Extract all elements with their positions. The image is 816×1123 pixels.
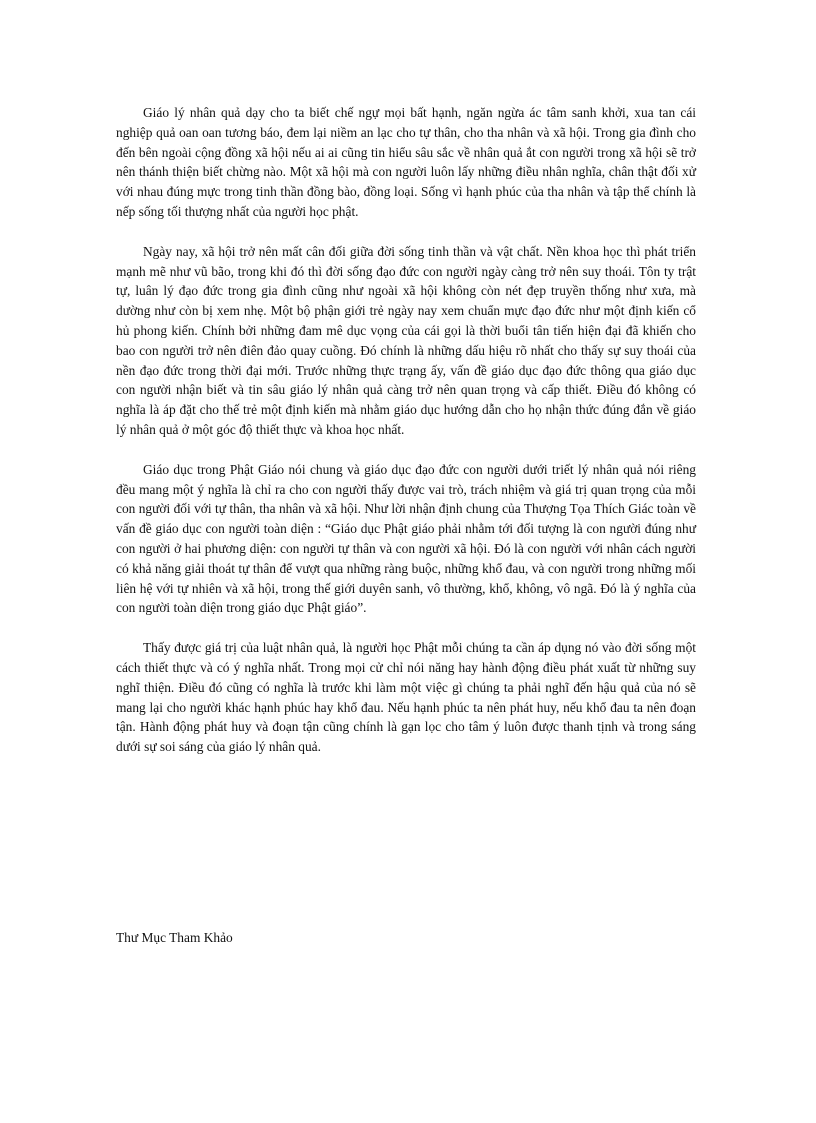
references-heading: Thư Mục Tham Khảo	[116, 930, 233, 945]
paragraph-applying-karma: Thấy được giá trị của luật nhân quả, là người học Phật mỗi chúng ta cần áp dụng nó vào đời sống một cách thiết thực và có ý nghĩa nhất. Trong mọi cử chỉ nói năng hay hành động điều phát xuất từ những suy nghĩ thiện. Điều đó cũng có nghĩa là trước khi làm một việc gì chúng ta phải nghĩ đến hậu quả của nó sẽ mang lại cho người khác hạnh phúc hay khổ đau. Nếu hạnh phúc ta nên phát huy, nếu khổ đau ta nên đoạn tận. Hành động phát huy và đoạn tận cũng chính là gạn lọc cho tâm ý luôn được thanh tịnh và trong sáng dưới sự soi sáng của giáo lý nhân quả.	[116, 640, 696, 755]
document-body	[116, 103, 696, 777]
paragraph-karma-teaching: Giáo lý nhân quả dạy cho ta biết chế ngự mọi bất hạnh, ngăn ngừa ác tâm sanh khởi, xua tan cái nghiệp quả oan oan tương báo, đem lại niềm an lạc cho tự thân, cho tha nhân và xã hội. Trong gia đình cho đến bên ngoài cộng đồng xã hội nếu ai ai cũng tin hiểu sâu sắc về nhân quả ắt con người trong xã hội sẽ trở nên thánh thiện biết chừng nào. Một xã hội mà con người luôn lấy những điều nhân nghĩa, chân thật đối xử với nhau đúng mực trong tinh thần đồng bào, đồng loại. Sống vì hạnh phúc của tha nhân và tập thể chính là nếp sống tối thượng nhất của người học phật.	[116, 105, 696, 219]
paragraph-modern-society: Ngày nay, xã hội trở nên mất cân đối giữa đời sống tinh thần và vật chất. Nền khoa học thì phát triển mạnh mẽ như vũ bão, trong khi đó thì đời sống đạo đức con người ngày càng trở nên suy thoái. Tôn ty trật tự, luân lý đạo đức trong gia đình cũng như ngoài xã hội không còn nét đẹp truyền thống như xưa, mà dường như còn bị xem nhẹ. Một bộ phận giới trẻ ngày nay xem chuẩn mực đạo đức như một định kiến cổ hủ phong kiến. Chính bởi những đam mê dục vọng của cái gọi là thời buổi tân tiến hiện đại đã khiến cho bao con người trở nên điên đảo quay cuồng. Đó chính là những dấu hiệu rõ nhất cho thấy sự suy thoái của nền đạo đức trong thời đại mới. Trước những thực trạng ấy, vấn đề giáo dục đạo đức thông qua giáo dục con người nhận biết và tin sâu giáo lý nhân quả càng trở nên quan trọng và cấp thiết. Điều đó không có nghĩa là áp đặt cho thế trẻ một định kiến mà nhằm giáo dục hướng dẫn cho họ nhận thức đúng đắn về giáo lý nhân quả ở một góc độ thiết thực và khoa học nhất.	[116, 243, 696, 437]
paragraph-buddhist-education: Giáo dục trong Phật Giáo nói chung và giáo dục đạo đức con người dưới triết lý nhân quả nói riêng đều mang một ý nghĩa là chỉ ra cho con người thấy được vai trò, trách nhiệm và giá trị quan trọng của mỗi con người đối với tự thân, tha nhân và xã hội. Như lời nhận định chung của Thượng Tọa Thích Giác toàn về vấn đề giáo dục con người toàn diện : “Giáo dục Phật giáo phải nhằm tới đối tượng là con người đúng như con người ở hai phương diện: con người tự thân và con người xã hội. Đó là con người với nhân cách người có khả năng giải thoát tự thân để vượt qua những ràng buộc, những khổ đau, và con người trong những mối liên hệ với tự nhiên và xã hội, trong thế giới duyên sanh, vô thường, khổ, không, vô ngã. Đó là ý nghĩa của con người toàn diện trong giáo dục Phật giáo”.	[116, 461, 696, 616]
